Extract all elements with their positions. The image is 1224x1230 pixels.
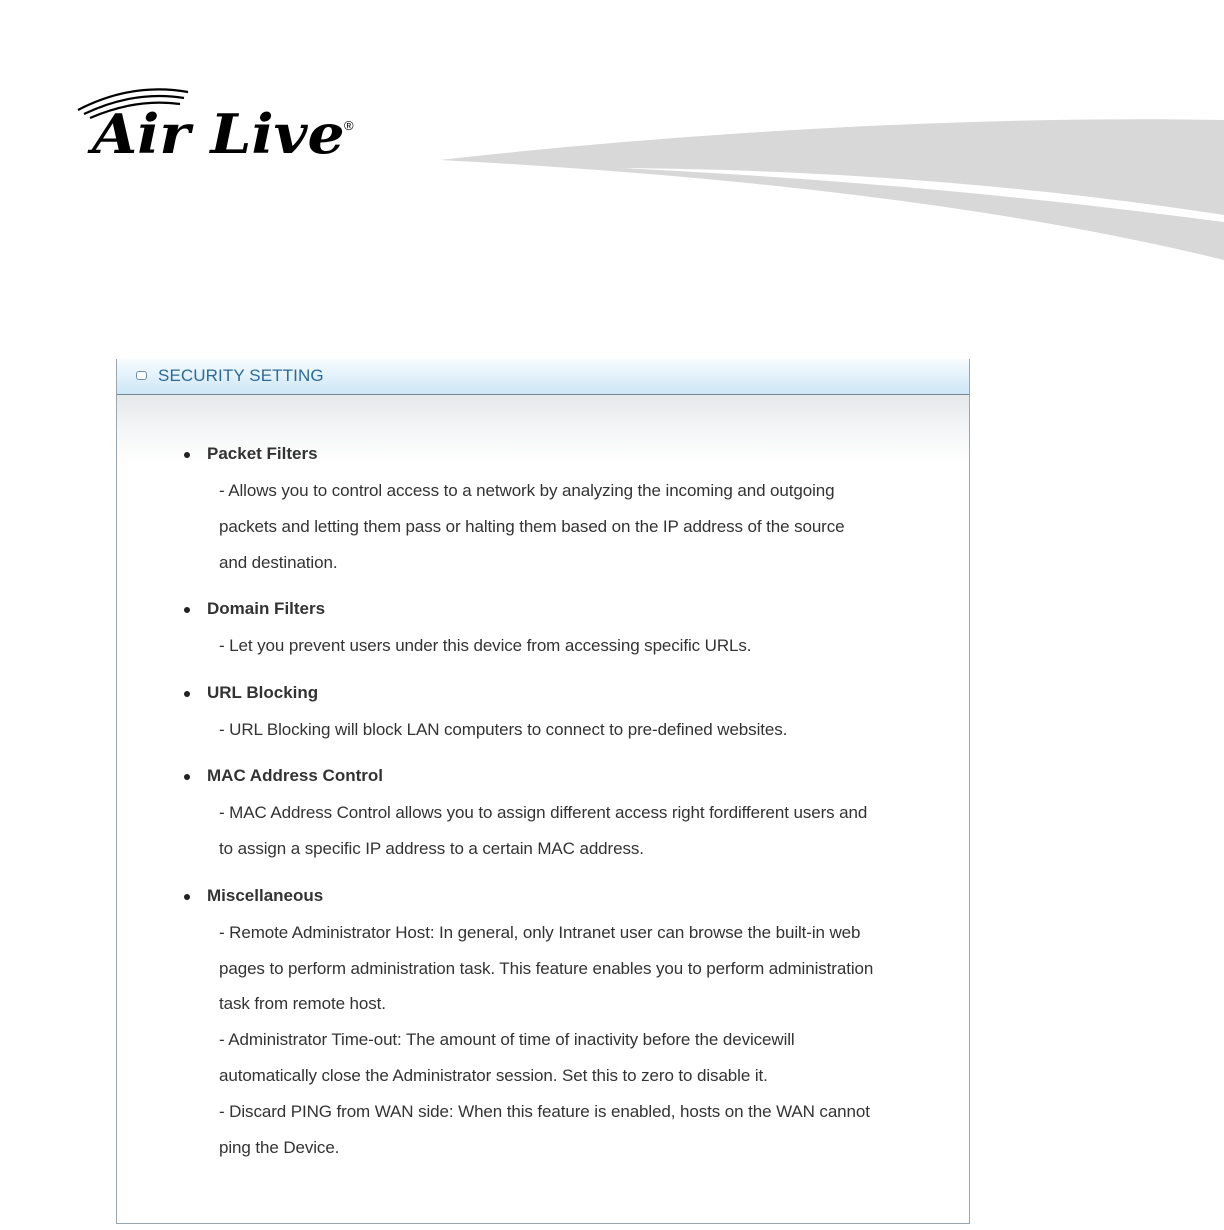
item-description: task from remote host.: [219, 994, 386, 1013]
item-title: Packet Filters: [207, 444, 318, 463]
registered-mark: ®: [344, 118, 354, 133]
feature-list: [117, 359, 969, 1219]
item-title: Miscellaneous: [207, 886, 324, 905]
bullet-icon: [184, 691, 190, 697]
item-description: - MAC Address Control allows you to assign different access right fordifferent users and: [219, 803, 868, 822]
item-description: - Discard PING from WAN side: When this feature is enabled, hosts on the WAN cannot: [219, 1102, 870, 1121]
item-description: packets and letting them pass or halting them based on the IP address of the source: [219, 517, 845, 536]
item-description: - URL Blocking will block LAN computers to connect to pre-defined websites.: [219, 720, 788, 739]
item-description: ping the Device.: [219, 1138, 340, 1157]
item-description: automatically close the Administrator session. Set this to zero to disable it.: [219, 1066, 768, 1085]
airlive-logo: [72, 80, 372, 175]
bullet-icon: [184, 774, 190, 780]
item-description: - Let you prevent users under this device from accessing specific URLs.: [219, 636, 752, 655]
bullet-icon: [184, 894, 190, 900]
item-description: - Remote Administrator Host: In general, only Intranet user can browse the built-in web: [219, 923, 861, 942]
item-description: to assign a specific IP address to a certain MAC address.: [219, 839, 644, 858]
logo-wordmark: Air Live: [92, 102, 345, 166]
decorative-swoosh: [440, 110, 1224, 270]
panel-title: SECURITY SETTING: [158, 366, 324, 385]
item-title: URL Blocking: [207, 683, 319, 702]
bullet-icon: [184, 452, 190, 458]
security-setting-panel: [116, 359, 970, 1224]
item-description: and destination.: [219, 553, 338, 572]
item-description: pages to perform administration task. This feature enables you to perform administration: [219, 959, 874, 978]
item-description: - Allows you to control access to a network by analyzing the incoming and outgoing: [219, 481, 835, 500]
page-header: [0, 0, 1224, 300]
item-description: - Administrator Time-out: The amount of time of inactivity before the devicewill: [219, 1030, 795, 1049]
item-title: MAC Address Control: [207, 766, 383, 785]
item-title: Domain Filters: [207, 599, 326, 618]
bullet-icon: [184, 607, 190, 613]
